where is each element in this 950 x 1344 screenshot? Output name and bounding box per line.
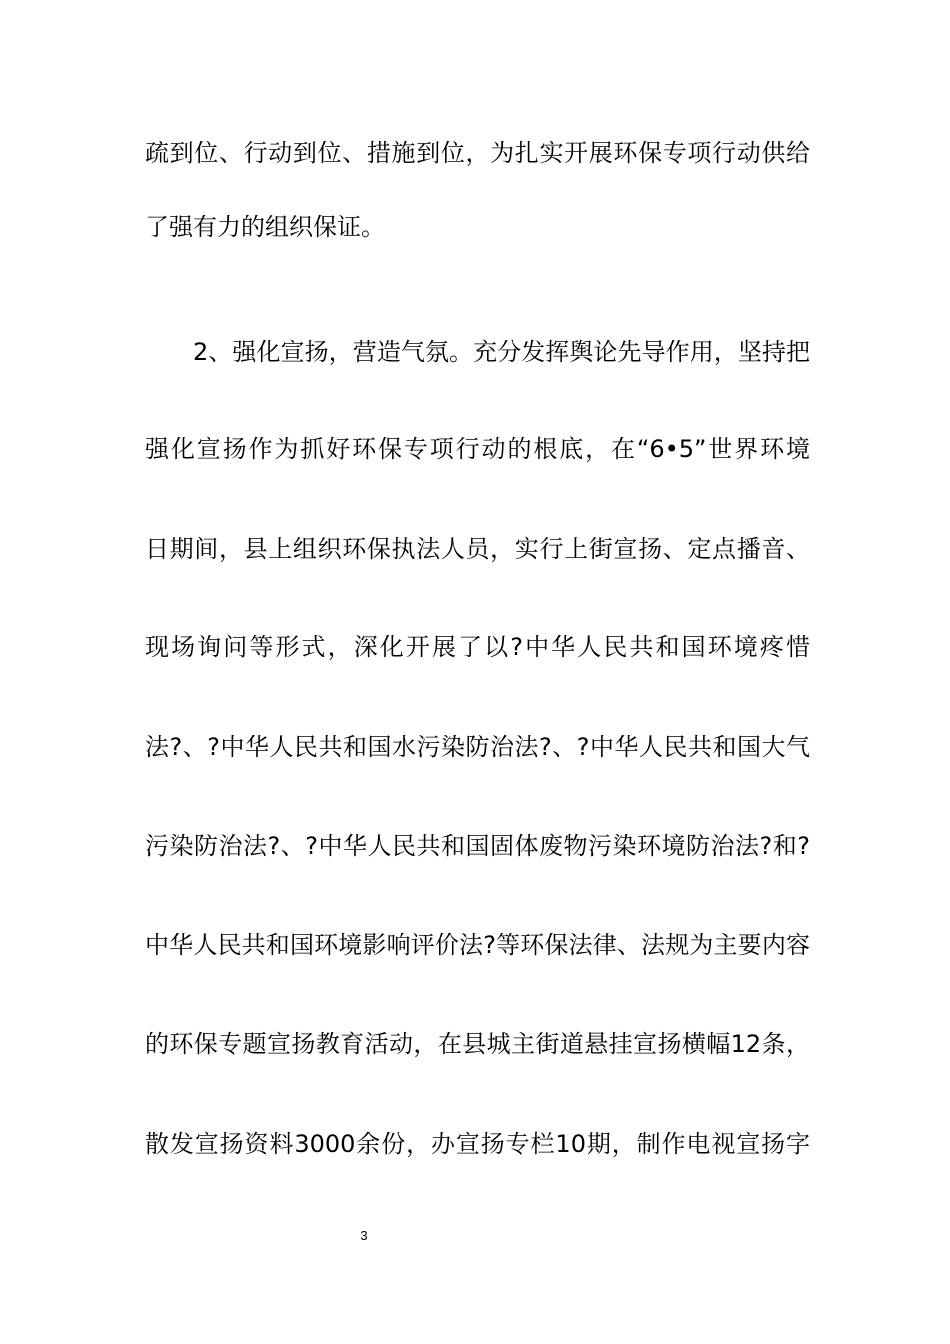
text-line: 中华人民共和国环境影响评价法?等环保法律、法规为主要内容 <box>145 931 810 959</box>
text-line: 法?、?中华人民共和国水污染防治法?、?中华人民共和国大气 <box>145 733 810 761</box>
text-line: 强化宣扬作为抓好环保专项行动的根底，在“6•5”世界环境 <box>145 435 810 463</box>
text-line: 日期间，县上组织环保执法人员，实行上街宣扬、定点播音、 <box>145 535 810 563</box>
page-number: 3 <box>360 1228 368 1243</box>
text-line: 了强有力的组织保证。 <box>145 213 385 241</box>
text-line: 的环保专题宣扬教育活动，在县城主街道悬挂宣扬横幅12条， <box>145 1030 810 1058</box>
text-line: 现场询问等形式，深化开展了以?中华人民共和国环境疼惜 <box>145 633 810 661</box>
text-line: 疏到位、行动到位、措施到位，为扎实开展环保专项行动供给 <box>145 139 810 167</box>
paragraph-first-line: 2、强化宣扬，营造气氛。充分发挥舆论先导作用，坚持把 <box>193 338 810 366</box>
text-line: 散发宣扬资料3000余份，办宣扬专栏10期，制作电视宣扬字 <box>145 1130 810 1158</box>
text-line: 污染防治法?、?中华人民共和国固体废物污染环境防治法?和? <box>145 832 810 860</box>
